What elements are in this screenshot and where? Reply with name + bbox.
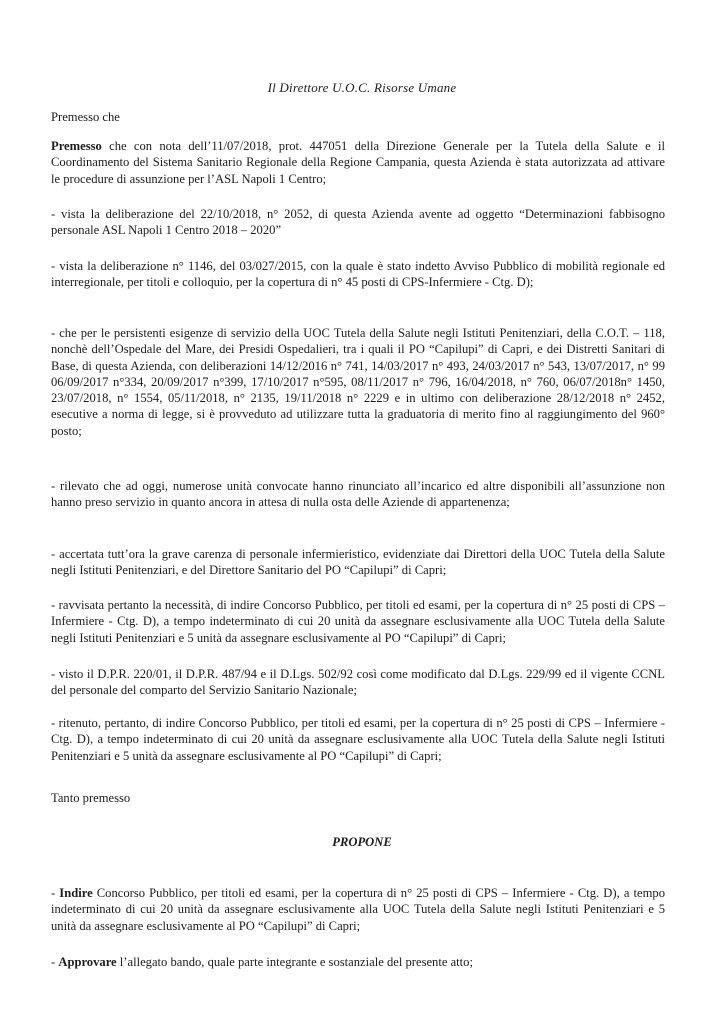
paragraph-delibera-1146: - vista la deliberazione n° 1146, del 03/027/2015, con la quale è stato indetto Avviso Pubblico di mobilità regionale ed interregionale, per titoli e colloquio, per la copertura di n° 45 posti di CPS-Infermiere - Ctg. D); (51, 259, 665, 290)
approvare-text: l’allegato bando, quale parte integrante e sostanziale del presente atto; (116, 955, 473, 969)
paragraph-esigenze-servizio: - che per le persistenti esigenze di servizio della UOC Tutela della Salute negli Istituti Penitenziari, della C.O.T. – 118, nonchè dell’Ospedale del Mare, dei Presidi Ospedalieri, tra i quali il PO “Capilupi” di Capri, e dei Distretti Sanitari di Base, di questa Azienda, con deliberazioni 14/12/2016 n° 741, 14/03/2017 n° 493, 24/03/2017 n° 543, 13/07/2017, n° 99 06/09/2017 n°334, 20/09/2017 n°399, 17/10/2017 n°595, 08/11/2017 n° 796, 16/04/2018, n° 760, 06/07/2018n° 1450, 23/07/2018, n° 1554, 05/11/2018, n° 2135, 19/11/2018 n° 2229 e in ultimo con deliberazione 28/12/2018 n° 2452, esecutive a norma di legge, si è provveduto ad utilizzare tutta la graduatoria di merito fino al raggiungimento del 960° posto; (51, 326, 665, 438)
paragraph-rilevato: - rilevato che ad oggi, numerose unità convocate hanno rinunciato all’incarico ed altre disponibili all’assunzione non hanno preso servizio in quanto ancora in attesa di nulla osta delle Aziende di appartenenza; (51, 479, 665, 510)
paragraph-approvare (51, 954, 665, 970)
document-title: Il Direttore U.O.C. Risorse Umane (267, 80, 457, 95)
closing-text: Tanto premesso (51, 791, 131, 805)
propone-heading: PROPONE (332, 835, 392, 849)
premesso-text: che con nota dell’11/07/2018, prot. 447051 della Direzione Generale per la Tutela della Salute e il Coordinamento del Sistema Sanitario Regionale della Regione Campania, questa Azienda è stata autorizzata ad attivare le procedure di assunzione per l’ASL Napoli 1 Centro; (51, 139, 665, 186)
indire-lead: Indire (59, 886, 93, 900)
indire-text: Concorso Pubblico, per titoli ed esami, per la copertura di n° 25 posti di CPS – Infermiere - Ctg. D), a tempo indeterminato di cui 20 unità da assegnare esclusivamente alla UOC Tutela della Salute negli Istituti Penitenziari e 5 unità da assegnare esclusivamente al PO “Capilupi” di Capri; (51, 886, 665, 933)
paragraph-visto: - visto il D.P.R. 220/01, il D.P.R. 487/94 e il D.Lgs. 502/92 così come modificato dal D.Lgs. 229/99 ed il vigente CCNL del personale del comparto del Servizio Sanitario Nazionale; (51, 667, 665, 698)
premesso-lead: Premesso (51, 139, 102, 153)
approvare-prefix: - (51, 955, 59, 969)
paragraph-indire (51, 885, 665, 934)
approvare-lead: Approvare (58, 955, 117, 969)
paragraph-ritenuto: - ritenuto, pertanto, di indire Concorso Pubblico, per titoli ed esami, per la copertura di n° 25 posti di CPS – Infermiere - Ctg. D), a tempo indeterminato di cui 20 unità da assegnare esclusivamente alla UOC Tutela della Salute negli Istituti Penitenziari e 5 unità da assegnare esclusivamente al PO “Capilupi” di Capri; (51, 716, 665, 763)
paragraph-ravvisata: - ravvisata pertanto la necessità, di indire Concorso Pubblico, per titoli ed esami, per la copertura di n° 25 posti di CPS – Infermiere - Ctg. D), a tempo indeterminato di cui 20 unità da assegnare esclusivamente alla UOC Tutela della Salute negli Istituti Penitenziari e 5 unità da assegnare esclusivamente al PO “Capilupi” di Capri; (51, 598, 665, 645)
paragraph-accertata: - accertata tutt’ora la grave carenza di personale infermieristico, evidenziate dai Direttori della UOC Tutela della Salute negli Istituti Penitenziari, e del Direttore Sanitario del PO “Capilupi” di Capri; (51, 547, 665, 578)
intro-text: Premesso che (51, 110, 120, 124)
paragraph-premesso (51, 138, 665, 187)
indire-prefix: - (51, 886, 60, 900)
paragraph-delibera-2052: - vista la deliberazione del 22/10/2018, n° 2052, di questa Azienda avente ad oggetto “Determinazioni fabbisogno personale ASL Napoli 1 Centro 2018 – 2020” (51, 207, 665, 238)
